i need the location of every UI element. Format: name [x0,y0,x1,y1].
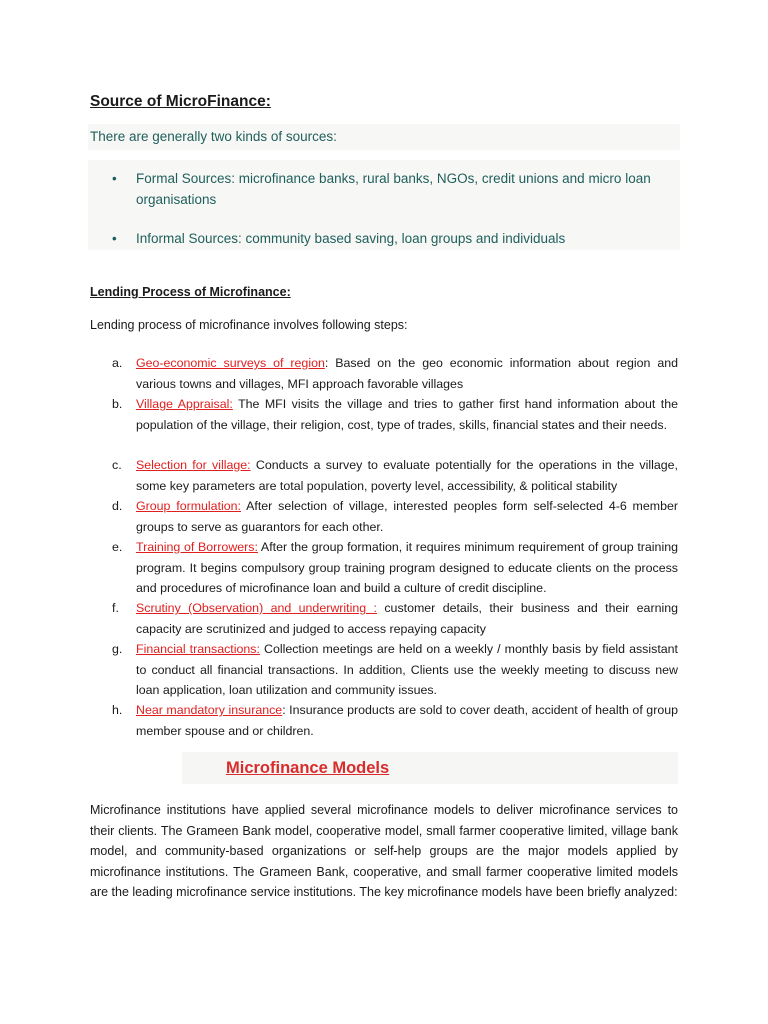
step-text: After the group formation, it requires minimum requirement of group training program. It begins compulsory group training program designed to educate clients on the process and procedures of microfinance loan and build a culture of credit discipline. [136,540,678,595]
step-label: Training of Borrowers: [136,540,258,554]
step-label: Financial transactions: [136,642,260,656]
step-label: Village Appraisal: [136,397,233,411]
section-title-lending: Lending Process of Microfinance: [90,285,291,299]
list-item [112,598,678,639]
step-letter: e. [112,540,123,554]
step-letter: d. [112,499,123,513]
lending-intro: Lending process of microfinance involves following steps: [90,318,408,332]
step-letter: c. [112,458,122,472]
step-letter: a. [112,356,123,370]
bullet-dot: • [112,171,117,186]
step-text: : Based on the geo economic information about region and various towns and villages, MFI approach favorable villages [136,356,678,391]
step-text: Conducts a survey to evaluate potentially for the operations in the village, some key parameters are total population, poverty level, accessibility, & political stability [136,458,678,493]
step-letter: f. [112,601,119,615]
step-letter: h. [112,703,123,717]
list-item [112,394,678,435]
step-text: The MFI visits the village and tries to gather first hand information about the population of the village, their religion, cost, type of trades, skills, financial states and their needs. [136,397,678,432]
list-item [112,169,672,210]
sources-intro: There are generally two kinds of sources: [90,129,337,144]
list-item [112,353,678,394]
list-item [112,455,678,496]
list-item [112,639,678,701]
step-letter: b. [112,397,123,411]
list-item [112,496,678,537]
list-item [112,229,672,250]
step-text: customer details, their business and their earning capacity are scrutinized and judged to access repaying capacity [136,601,678,636]
list-item [112,537,678,599]
step-label: Group formulation: [136,499,241,513]
section-title-models: Microfinance Models [226,759,390,777]
section-title-source: Source of MicroFinance: [90,93,271,110]
bullet-dot: • [112,231,117,246]
step-text: Collection meetings are held on a weekly / monthly basis by field assistant to conduct all financial transactions. In addition, Clients use the weekly meeting to discuss new loan application, loan utilization and community issues. [136,642,678,697]
bullet-text: Formal Sources: microfinance banks, rural banks, NGOs, credit unions and micro loan organisations [136,171,651,207]
step-text: After selection of village, interested peoples form self-selected 4-6 member groups to serve as guarantors for each other. [136,499,678,534]
models-paragraph: Microfinance institutions have applied several microfinance models to deliver microfinance services to their clients. The Grameen Bank model, cooperative model, small farmer cooperative limited, village bank model, and community-based organizations or self-help groups are the major models applied by microfinance institutions. The Grameen Bank, cooperative, and small farmer cooperative limited models are the leading microfinance service institutions. The key microfinance models have been briefly analyzed: [90,803,678,899]
step-letter: g. [112,642,123,656]
bullet-text: Informal Sources: community based saving, loan groups and individuals [136,231,566,246]
step-label: Selection for village: [136,458,251,472]
step-label: Scrutiny (Observation) and underwriting : [136,601,377,615]
step-label: Geo-economic surveys of region [136,356,325,370]
step-text: : Insurance products are sold to cover death, accident of health of group member spouse and or children. [136,703,678,738]
list-item [112,700,678,741]
step-label: Near mandatory insurance [136,703,283,717]
